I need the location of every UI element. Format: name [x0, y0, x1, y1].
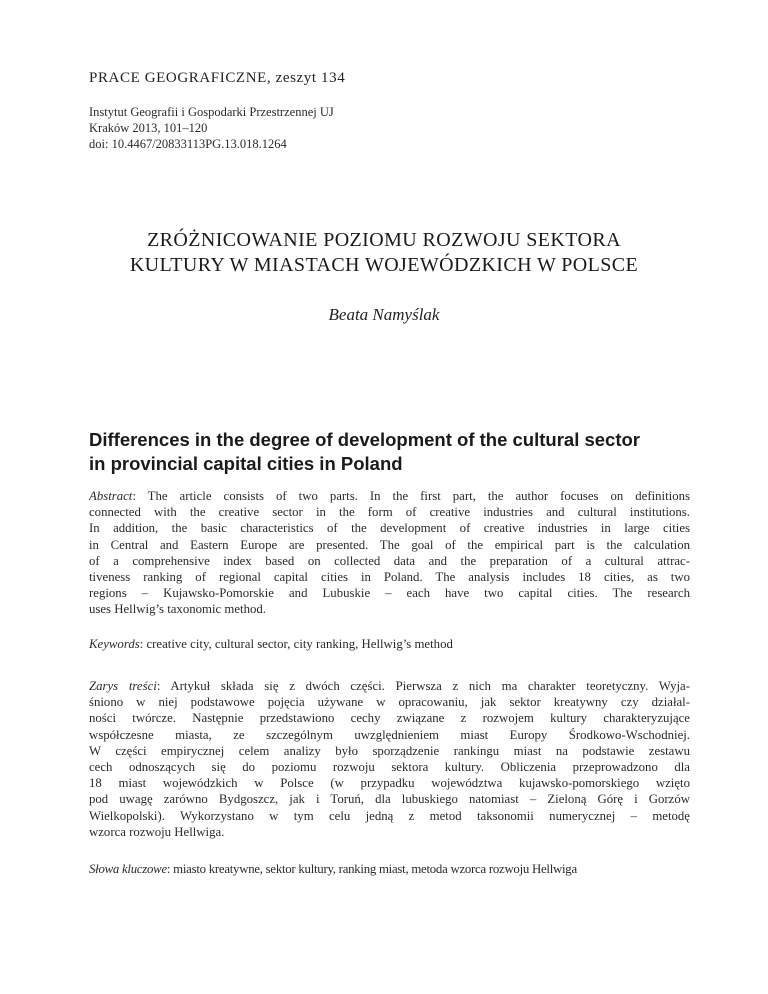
abstract-label: Abstract [89, 489, 133, 503]
polish-title-line-1: ZRÓŻNICOWANIE POZIOMU ROZWOJU SEKTORA [147, 229, 621, 251]
zarys-line: ności twórcze. Następnie przedstawiono cechy związane z rozwojem kultury charakteryzujące [89, 711, 690, 726]
abstract-text: : The article consists of two parts. In the first part, the author focuses on definitions [132, 489, 690, 503]
slowa-text: : miasto kreatywne, sektor kultury, ranking miast, metoda wzorca rozwoju Hellwiga [166, 862, 577, 876]
abstract-line: regions – Kujawsko-Pomorskie and Lubuskie – each have two capital cities. The research [89, 586, 690, 601]
zarys-line: współczesne miasta, ze szczególnym uwzględnieniem miast Europy Środkowo-Wschodniej. [89, 727, 690, 742]
slowa-label: Słowa kluczowe [89, 862, 167, 876]
zarys-line: cech odnoszących się do poziomu rozwoju sektora kultury. Obliczenia przeprowadzono dla [89, 760, 690, 775]
doi-line: doi: 10.4467/20833113PG.13.018.1264 [89, 137, 287, 151]
abstract-line: In addition, the basic characteristics of the development of creative industries in large cities [89, 521, 690, 536]
zarys-tresci [89, 678, 690, 840]
author-name: Beata Namyślak [328, 305, 440, 324]
zarys-line: wzorca rozwoju Hellwiga. [89, 824, 225, 839]
keywords-text: : creative city, cultural sector, city ranking, Hellwig’s method [139, 637, 453, 651]
english-title-line-2: in provincial capital cities in Poland [89, 453, 403, 474]
zarys-line: Wielkopolski). Wykorzystano w tym celu jedną z metod taksonomii numerycznej – metodę [89, 808, 690, 823]
place-year-pages-line: Kraków 2013, 101–120 [89, 121, 208, 135]
slowa-kluczowe [89, 862, 690, 877]
abstract-line: connected with the creative sector in the form of creative industries and cultural institutions. [89, 505, 690, 520]
english-title [89, 428, 689, 476]
keywords [89, 637, 453, 652]
zarys-line: 18 miast wojewódzkich w Polsce (w przypadku województwa kujawsko-pomorskiego wzięto [89, 776, 690, 791]
abstract-line: in Central and Eastern Europe are presented. The goal of the empirical part is the calculation [89, 537, 690, 552]
zarys-line: pod uwagę zarówno Bydgoszcz, jak i Toruń, dla lubuskiego natomiast – Zieloną Górę i Gorzów [89, 792, 690, 807]
zarys-label: Zarys treści [89, 679, 157, 693]
abstract [89, 488, 690, 618]
keywords-label: Keywords [89, 637, 140, 651]
publication-meta [89, 104, 334, 152]
zarys-text: : Artykuł składa się z dwóch części. Pierwsza z nich ma charakter teoretyczny. Wyja- [156, 679, 690, 693]
zarys-line: W części empirycznej celem analizy było sporządzenie rankingu miast na podstawie zestawu [89, 743, 690, 758]
journal-name: PRACE GEOGRAFICZNE, zeszyt 134 [89, 70, 346, 86]
abstract-line [89, 488, 690, 504]
abstract-line: tiveness ranking of regional capital cities in Poland. The analysis includes 18 cities, as two [89, 570, 690, 585]
abstract-line: uses Hellwig’s taxonomic method. [89, 602, 267, 617]
polish-title-line-2: KULTURY W MIASTACH WOJEWÓDZKICH W POLSCE [129, 254, 639, 276]
zarys-line: śniono w niej podstawowe pojęcia używane w opracowaniu, jak sektor kreatywny czy działal- [89, 695, 690, 710]
zarys-line [89, 678, 690, 694]
polish-title [60, 228, 708, 278]
english-title-line-1: Differences in the degree of development of the cultural sector [89, 429, 641, 450]
institute-line: Instytut Geografii i Gospodarki Przestrzennej UJ [89, 105, 334, 119]
abstract-line: of a comprehensive index based on collected data and the preparation of a cultural attrac- [89, 553, 690, 568]
